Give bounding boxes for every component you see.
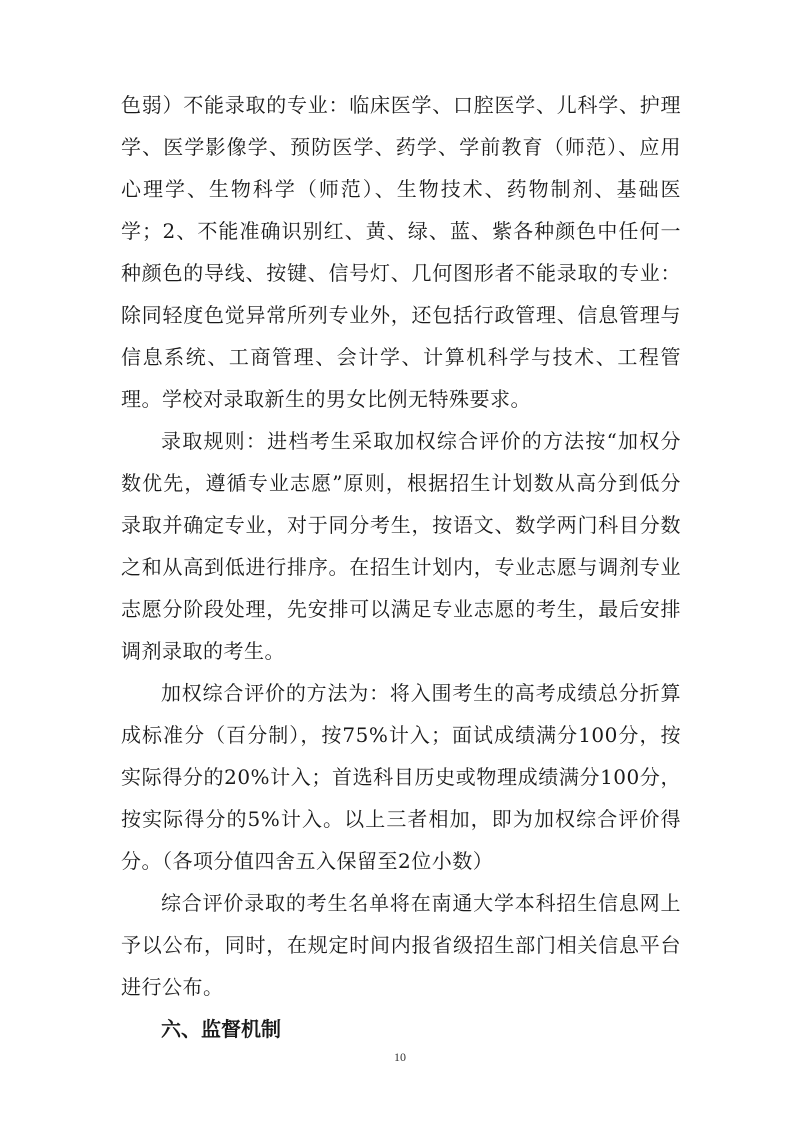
paragraph-admission-rules: 录取规则：进档考生采取加权综合评价的方法按“加权分数优先，遵循专业志愿”原则，根据招生计划数从高分到低分录取并确定专业，对于同分考生，按语文、数学两门科目分数之和从高到低进行排序。在招生计划内，专业志愿与调剂专业志愿分阶段处理，先安排可以满足专业志愿的考生，最后安排调剂录取的考生。 <box>121 429 681 663</box>
paragraph-publication: 综合评价录取的考生名单将在南通大学本科招生信息网上予以公布，同时，在规定时间内报省级招生部门相关信息平台进行公布。 <box>121 891 681 999</box>
paragraph-weighted-evaluation: 加权综合评价的方法为：将入围考生的高考成绩总分折算成标准分（百分制），按75%计入；面试成绩满分100分，按实际得分的20%计入；首选科目历史或物理成绩满分100分，按实际得分的5%计入。以上三者相加，即为加权综合评价得分。（各项分值四舍五入保留至2位小数） <box>121 681 681 873</box>
page-number: 10 <box>394 1050 406 1064</box>
document-body <box>121 84 681 1050</box>
section-heading-supervision: 六、监督机制 <box>161 1017 281 1041</box>
paragraph-color-blindness-majors: 色弱）不能录取的专业：临床医学、口腔医学、儿科学、护理学、医学影像学、预防医学、药学、学前教育（师范）、应用心理学、生物科学（师范）、生物技术、药物制剂、基础医学；2、不能准确识别红、黄、绿、蓝、紫各种颜色中任何一种颜色的导线、按键、信号灯、几何图形者不能录取的专业：除同轻度色觉异常所列专业外，还包括行政管理、信息管理与信息系统、工商管理、会计学、计算机科学与技术、工程管理。学校对录取新生的男女比例无特殊要求。 <box>121 93 681 411</box>
